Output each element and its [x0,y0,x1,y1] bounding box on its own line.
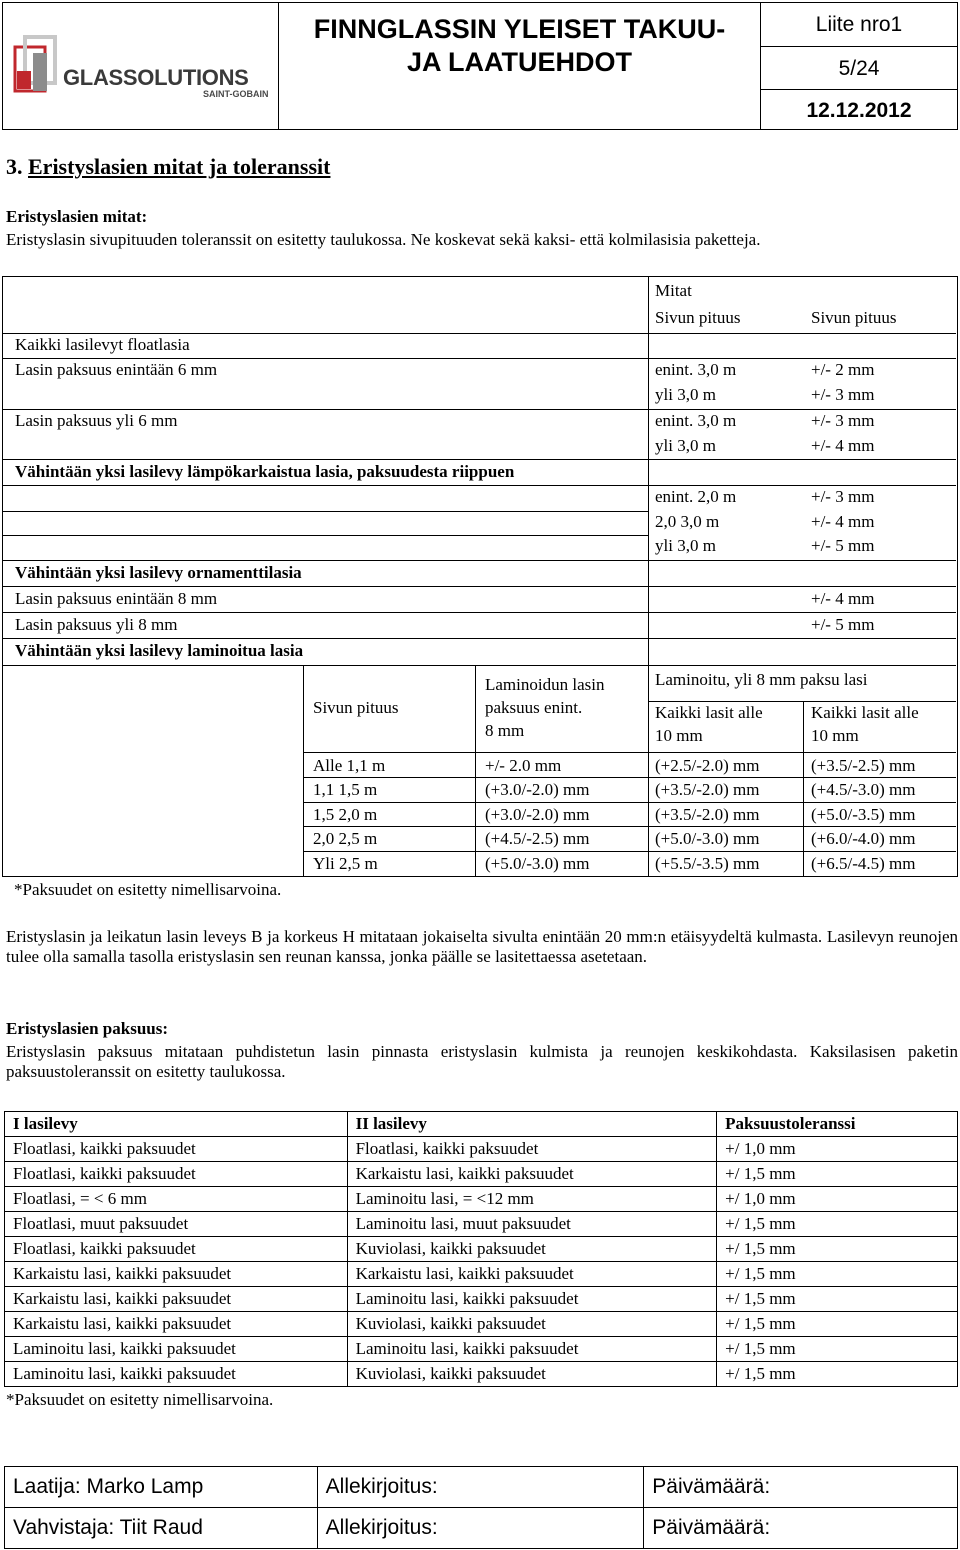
lam-col-all10b-1: Kaikki lasit alle [811,703,919,722]
float-row2a-dim: enint. 3,0 m [655,411,737,430]
dimensions-subtitle: Eristyslasien mitat: [6,207,148,226]
thickness-subtitle: Eristyslasien paksuus: [6,1019,169,1038]
float-row2a-tol: +/- 3 mm [811,411,875,430]
lam-col-all10a-1: Kaikki lasit alle [655,703,763,722]
table-cell: Floatlasi, muut paksuudet [5,1212,348,1237]
table-rule [303,851,956,852]
logo-text: GLASSOLUTIONS [63,65,249,90]
document-title [279,3,761,129]
table-cell: Floatlasi, kaikki paksuudet [347,1137,717,1162]
table-cell: Karkaistu lasi, kaikki paksuudet [347,1262,717,1287]
table-cell: Kuviolasi, kaikki paksuudet [347,1237,717,1262]
logo-cell [3,3,279,129]
table-cell: Laminoitu lasi, kaikki paksuudet [347,1337,717,1362]
lam-cell: (+4.5/-3.0) mm [811,780,916,799]
float-row1a-tol: +/- 2 mm [811,360,875,379]
lam-cell: 1,5 2,0 m [313,805,378,824]
table-row [5,1187,958,1212]
ornament-heading: Vähintään yksi lasilevy ornamenttilasia [15,563,302,582]
col-head-side-length-2: Sivun pituus [811,308,897,327]
float-row1b-tol: +/- 3 mm [811,385,875,404]
table-row [5,1237,958,1262]
lam-cell: 2,0 2,5 m [313,829,378,848]
title-line-2: JA LAATUEHDOT [407,47,632,77]
table-cell: +/ 1,5 mm [717,1287,958,1312]
tempered-r3-dim: yli 3,0 m [655,536,716,555]
table-cell: +/ 1,5 mm [717,1312,958,1337]
table-cell: +/ 1,5 mm [717,1212,958,1237]
table-row [5,1362,958,1387]
lam-cell: (+3.0/-2.0) mm [485,780,590,799]
table-rule [3,560,956,561]
ornament-r2-label: Lasin paksuus yli 8 mm [15,615,178,634]
tempered-r2-dim: 2,0 3,0 m [655,512,720,531]
table-cell: Laminoitu lasi, kaikki paksuudet [347,1287,717,1312]
author-cell: Laatija: Marko Lamp [5,1467,318,1508]
attachment-number: Liite nro1 [761,3,957,47]
table-rule [3,638,956,639]
laminated-heading: Vähintään yksi lasilevy laminoitua lasia [15,641,304,660]
table-row [5,1287,958,1312]
lam-cell: 1,1 1,5 m [313,780,378,799]
table-cell: Laminoitu lasi, kaikki paksuudet [5,1362,348,1387]
table-rule [3,358,956,359]
lam-cell: (+5.0/-3.0) mm [485,854,590,873]
signature-footer [4,1466,958,1549]
table-divider [648,644,649,877]
lam-cell: Yli 2,5 m [313,854,378,873]
lam-cell: (+2.5/-2.0) mm [655,756,760,775]
lam-cell: (+6.5/-4.5) mm [811,854,916,873]
table-row [5,1312,958,1337]
table-rule [3,485,956,486]
table-cell: Karkaistu lasi, kaikki paksuudet [5,1287,348,1312]
thickness-tolerance-table [4,1111,958,1387]
logo-subtext: SAINT-GOBAIN [203,89,269,99]
tempered-r1-tol: +/- 3 mm [811,487,875,506]
date-cell: Päivämäärä: [644,1508,958,1549]
col-head-side-length: Sivun pituus [655,308,741,327]
table-rule [303,826,956,827]
lam-cell: (+3.0/-2.0) mm [485,805,590,824]
table-row [5,1137,958,1162]
float-row2b-tol: +/- 4 mm [811,436,875,455]
table-rule [3,535,648,536]
table-rule [3,586,956,587]
lam-cell: (+3.5/-2.5) mm [811,756,916,775]
table-rule [3,612,956,613]
float-row2b-dim: yli 3,0 m [655,436,716,455]
lam-cell: (+3.5/-2.0) mm [655,780,760,799]
table-divider [475,665,476,877]
col-head-mitat: Mitat [655,281,692,300]
lam-col-side: Sivun pituus [313,698,399,717]
document-date: 12.12.2012 [806,99,912,122]
table-cell: +/ 1,0 mm [717,1137,958,1162]
table-cell: +/ 1,5 mm [717,1237,958,1262]
table-cell: +/ 1,0 mm [717,1187,958,1212]
tempered-r3-tol: +/- 5 mm [811,536,875,555]
tempered-heading: Vähintään yksi lasilevy lämpökarkaistua lasia, paksuudesta riippuen [15,462,515,481]
table-cell: +/ 1,5 mm [717,1362,958,1387]
table-rule [3,409,956,410]
document-header [2,2,958,130]
lam-col-all10b-2: 10 mm [811,726,859,745]
ornament-r1-tol: +/- 4 mm [811,589,875,608]
table-rule [303,777,956,778]
table-rule [303,752,956,753]
table-cell: Laminoitu lasi, muut paksuudet [347,1212,717,1237]
table-cell: Kuviolasi, kaikki paksuudet [347,1312,717,1337]
lam-col-over8: Laminoitu, yli 8 mm paksu lasi [655,670,868,689]
lam-cell: +/- 2.0 mm [485,756,562,775]
table-rule [3,333,956,334]
page-number: 5/24 [761,47,957,90]
table2-note: *Paksuudet on esitetty nimellisarvoina. [6,1390,274,1409]
lam-cell: (+5.0/-3.5) mm [811,805,916,824]
table-rule [648,701,956,702]
ornament-r1-label: Lasin paksuus enintään 8 mm [15,589,218,608]
signature-cell: Allekirjoitus: [317,1508,644,1549]
table-cell: Laminoitu lasi, kaikki paksuudet [5,1337,348,1362]
lam-cell: (+6.0/-4.0) mm [811,829,916,848]
table-cell: Karkaistu lasi, kaikki paksuudet [5,1312,348,1337]
table-cell: Karkaistu lasi, kaikki paksuudet [347,1162,717,1187]
table-row [5,1162,958,1187]
approver-cell: Vahvistaja: Tiit Raud [5,1508,318,1549]
side-length-tolerance-table [2,276,958,877]
header-glass-2: II lasilevy [347,1112,717,1137]
date-cell: Päivämäärä: [644,1467,958,1508]
header-tolerance: Paksuustoleranssi [717,1112,958,1137]
tempered-r1-dim: enint. 2,0 m [655,487,737,506]
table-cell: +/ 1,5 mm [717,1262,958,1287]
lam-col-thin-2: paksuus enint. [485,698,583,717]
tempered-r2-tol: +/- 4 mm [811,512,875,531]
lam-cell: Alle 1,1 m [313,756,386,775]
table-cell: Floatlasi, kaikki paksuudet [5,1137,348,1162]
table-cell: Floatlasi, kaikki paksuudet [5,1237,348,1262]
float-heading: Kaikki lasilevyt floatlasia [15,335,190,354]
float-row1b-dim: yli 3,0 m [655,385,716,404]
signature-cell: Allekirjoitus: [317,1467,644,1508]
section-number: 3. [6,154,23,179]
table-rule [3,665,956,666]
header-meta [761,3,957,129]
footer-row [5,1508,958,1549]
dimensions-intro-text: Eristyslasin sivupituuden toleranssit on esitetty taulukossa. Ne koskevat sekä kaksi- että kolmilasisia paketteja. [6,230,761,249]
table-row [5,1262,958,1287]
lam-cell: (+3.5/-2.0) mm [655,805,760,824]
thickness-paragraph: Eristyslasin paksuus mitataan puhdistetun lasin pinnasta eristyslasin kulmista ja reunojen keskikohdasta. Kaksilasisen paketin paksuustoleranssit on esitetty taulukossa. [6,1042,958,1081]
float-row2-label: Lasin paksuus yli 6 mm [15,411,178,430]
table-rule [3,459,956,460]
table-rule [3,511,648,512]
float-row1-label: Lasin paksuus enintään 6 mm [15,360,218,379]
table-cell: Karkaistu lasi, kaikki paksuudet [5,1262,348,1287]
table-header-row [5,1112,958,1137]
table-cell: Kuviolasi, kaikki paksuudet [347,1362,717,1387]
table1-note: *Paksuudet on esitetty nimellisarvoina. [14,880,282,899]
title-line-1: FINNGLASSIN YLEISET TAKUU- [313,14,726,44]
header-glass-1: I lasilevy [5,1112,348,1137]
table-row [5,1337,958,1362]
table-cell: +/ 1,5 mm [717,1162,958,1187]
lam-col-thin-3: 8 mm [485,721,525,740]
lam-col-thin-1: Laminoidun lasin [485,675,605,694]
lam-cell: (+5.5/-3.5) mm [655,854,760,873]
table-divider [303,665,304,877]
footer-row [5,1467,958,1508]
table-cell: Floatlasi, = < 6 mm [5,1187,348,1212]
table-row [5,1212,958,1237]
table-cell: +/ 1,5 mm [717,1337,958,1362]
lam-col-all10a-2: 10 mm [655,726,703,745]
section-heading: Eristyslasien mitat ja toleranssit [28,154,331,179]
lam-cell: (+4.5/-2.5) mm [485,829,590,848]
glassolutions-logo-icon [13,33,61,97]
table-cell: Floatlasi, kaikki paksuudet [5,1162,348,1187]
section-title [6,154,330,179]
lam-cell: (+5.0/-3.0) mm [655,829,760,848]
float-row1a-dim: enint. 3,0 m [655,360,737,379]
table-cell: Laminoitu lasi, = <12 mm [347,1187,717,1212]
ornament-r2-tol: +/- 5 mm [811,615,875,634]
measurement-paragraph: Eristyslasin ja leikatun lasin leveys B ja korkeus H mitataan jokaiselta sivulta enintään 20 mm:n etäisyydeltä kulmasta. Lasilevyn reunojen tulee olla samalla tasolla eristyslasin sen reunan kanssa, jonka päälle se lasitettaessa asetetaan. [6,927,958,966]
table-rule [303,802,956,803]
